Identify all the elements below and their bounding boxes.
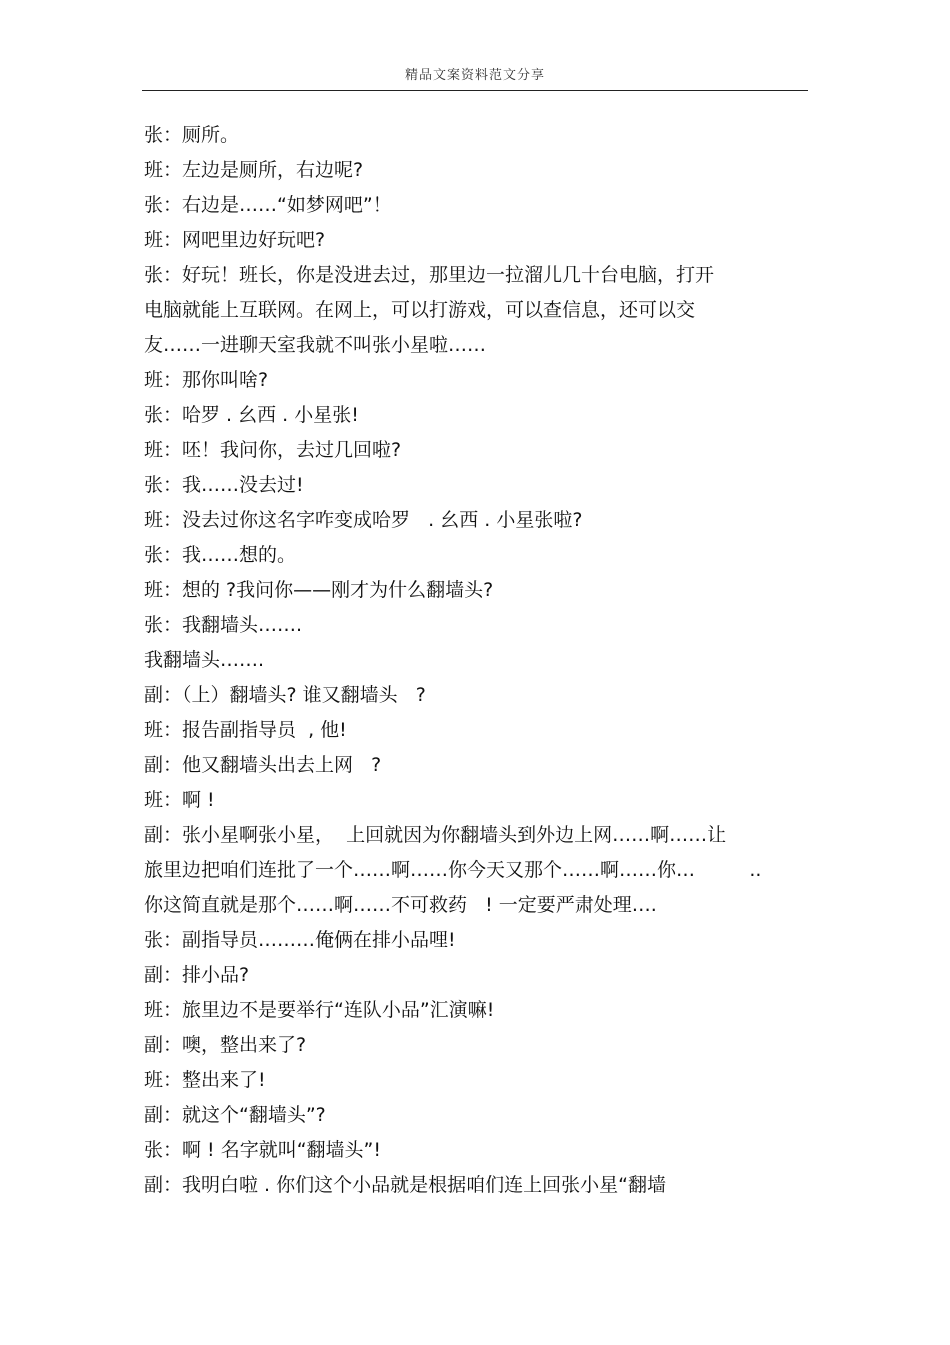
- dialogue-line: 张：副指导员………俺俩在排小品哩!: [144, 929, 456, 951]
- dialogue-line: 张：我……想的。: [144, 544, 297, 566]
- document-body: [144, 118, 814, 1203]
- dialogue-line: 班：啊 !: [144, 789, 215, 811]
- dialogue-line: 旅里边把咱们连批了一个……啊……你今天又那个……啊……你… ..: [144, 859, 762, 881]
- dialogue-line: 张：右边是……“如梦网吧”！: [144, 194, 392, 216]
- dialogue-line: 副：就这个“翻墙头”?: [144, 1104, 326, 1126]
- dialogue-line: 友……一进聊天室我就不叫张小星啦……: [144, 334, 487, 356]
- dialogue-line: 班：报告副指导员 , 他!: [144, 719, 347, 741]
- dialogue-line: 班：那你叫啥?: [144, 369, 269, 391]
- dialogue-line: 张：啊 ! 名字就叫“翻墙头”!: [144, 1139, 381, 1161]
- dialogue-line: 班：旅里边不是要举行“连队小品”汇演嘛!: [144, 999, 495, 1021]
- dialogue-line: 电脑就能上互联网。在网上，可以打游戏，可以查信息，还可以交: [144, 299, 696, 321]
- dialogue-line: 张：哈罗 . 幺西 . 小星张!: [144, 404, 359, 426]
- dialogue-line: 我翻墙头…….: [144, 649, 265, 671]
- dialogue-line: 班：没去过你这名字咋变成哈罗 . 幺西 . 小星张啦?: [144, 509, 583, 531]
- page-header: 精品文案资料范文分享: [404, 68, 545, 83]
- dialogue-line: 你这简直就是那个……啊……不可救药 ! 一定要严肃处理….: [144, 894, 657, 916]
- dialogue-line: 班：呸！我问你，去过几回啦?: [144, 439, 402, 461]
- dialogue-line: 张：厕所。: [144, 124, 240, 146]
- dialogue-line: 副：噢，整出来了?: [144, 1034, 307, 1056]
- header-rule: [142, 90, 808, 91]
- dialogue-line: 班：想的 ?我问你——刚才为什么翻墙头?: [144, 579, 494, 601]
- dialogue-line: 张：我翻墙头…….: [144, 614, 303, 636]
- dialogue-line: 班：左边是厕所，右边呢?: [144, 159, 364, 181]
- dialogue-line: 副：排小品?: [144, 964, 250, 986]
- dialogue-line: 副：我明白啦 . 你们这个小品就是根据咱们连上回张小星“翻墙: [144, 1174, 666, 1196]
- dialogue-line: 张：好玩！班长，你是没进去过，那里边一拉溜儿几十台电脑，打开: [144, 264, 715, 286]
- dialogue-line: 副：（上）翻墙头? 谁又翻墙头 ?: [144, 684, 426, 706]
- dialogue-line: 班：网吧里边好玩吧?: [144, 229, 326, 251]
- dialogue-line: 副：张小星啊张小星， 上回就因为你翻墙头到外边上网……啊……让: [144, 824, 727, 846]
- dialogue-line: 班：整出来了!: [144, 1069, 266, 1091]
- dialogue-line: 张：我……没去过!: [144, 474, 304, 496]
- dialogue-line: 副：他又翻墙头出去上网 ?: [144, 754, 382, 776]
